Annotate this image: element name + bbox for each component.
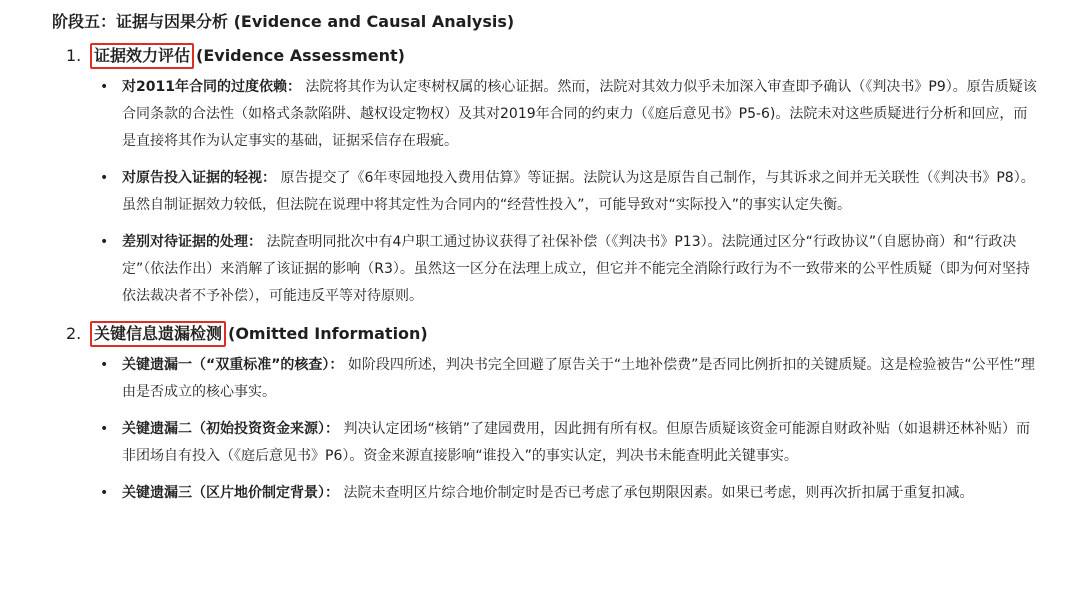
section-heading-en: (Evidence Assessment) [196, 46, 405, 65]
section-heading [66, 320, 1040, 348]
item-text: 法院将其作为认定枣树权属的核心证据。然而，法院对其效力似乎未加深入审查即予确认（《判决书》P9）。原告质疑该合同条款的合法性（如格式条款陷阱、越权设定物权）及其对2019年合同的约束力（《庭后意见书》P5-6)。法院未对这些质疑进行分析和回应，而是直接将其作为认定事实的基础，证据采信存在瑕疵。 [122, 79, 1037, 149]
bullet-icon: • [100, 234, 109, 250]
list-item [98, 480, 1040, 507]
item-lead: 关键遗漏二（初始投资资金来源）： [122, 421, 339, 437]
item-lead: 关键遗漏三（区片地价制定背景）： [122, 485, 339, 501]
section-number: 2. [66, 324, 82, 343]
bullet-list [98, 352, 1040, 507]
item-text: 法院未查明区片综合地价制定时是否已考虑了承包期限因素。如果已考虑，则再次折扣属于重复扣减。 [343, 485, 974, 501]
section-omitted-information [66, 320, 1040, 507]
highlighted-heading-cn: 证据效力评估 [90, 43, 194, 69]
bullet-icon: • [100, 421, 109, 437]
bullet-list [98, 74, 1040, 310]
phase-title: 阶段五：证据与因果分析 (Evidence and Causal Analysis) [52, 12, 515, 31]
list-item [98, 165, 1040, 219]
item-lead: 差别对待证据的处理： [122, 234, 262, 250]
highlighted-heading-cn: 关键信息遗漏检测 [90, 321, 226, 347]
bullet-icon: • [100, 485, 109, 501]
item-lead: 关键遗漏一（“双重标准”的核查）： [122, 357, 344, 373]
bullet-icon: • [100, 79, 109, 95]
item-text: 法院查明同批次中有4户职工通过协议获得了社保补偿（《判决书》P13）。法院通过区分“行政协议”（自愿协商）和“行政决定”（依法作出）来消解了该证据的影响（R3）。虽然这一区分在法理上成立，但它并不能完全消除行政行为不一致带来的公平性质疑（即为何对坚持依法裁决者不予补偿），可能违反平等对待原则。 [122, 234, 1030, 304]
list-item [98, 74, 1040, 155]
item-lead: 对2011年合同的过度依赖： [122, 79, 301, 95]
bullet-icon: • [100, 357, 109, 373]
list-item [98, 352, 1040, 406]
item-lead: 对原告投入证据的轻视： [122, 170, 276, 186]
item-text: 判决认定团场“核销”了建园费用，因此拥有所有权。但原告质疑该资金可能源自财政补贴（如退耕还林补贴）而非团场自有投入（《庭后意见书》P6）。资金来源直接影响“谁投入”的事实认定，判决书未能查明此关键事实。 [122, 421, 1030, 464]
section-number: 1. [66, 46, 82, 65]
section-heading-en: (Omitted Information) [228, 324, 428, 343]
item-text: 原告提交了《6年枣园地投入费用估算》等证据。法院认为这是原告自己制作，与其诉求之间并无关联性（《判决书》P8）。虽然自制证据效力较低，但法院在说理中将其定性为合同内的“经营性投入”，可能导致对“实际投入”的事实认定失衡。 [122, 170, 1035, 213]
item-text: 如阶段四所述，判决书完全回避了原告关于“土地补偿费”是否同比例折扣的关键质疑。这是检验被告“公平性”理由是否成立的核心事实。 [122, 357, 1035, 400]
section-evidence-assessment [66, 42, 1040, 310]
bullet-icon: • [100, 170, 109, 186]
section-heading [66, 42, 1040, 70]
list-item [98, 229, 1040, 310]
list-item [98, 416, 1040, 470]
